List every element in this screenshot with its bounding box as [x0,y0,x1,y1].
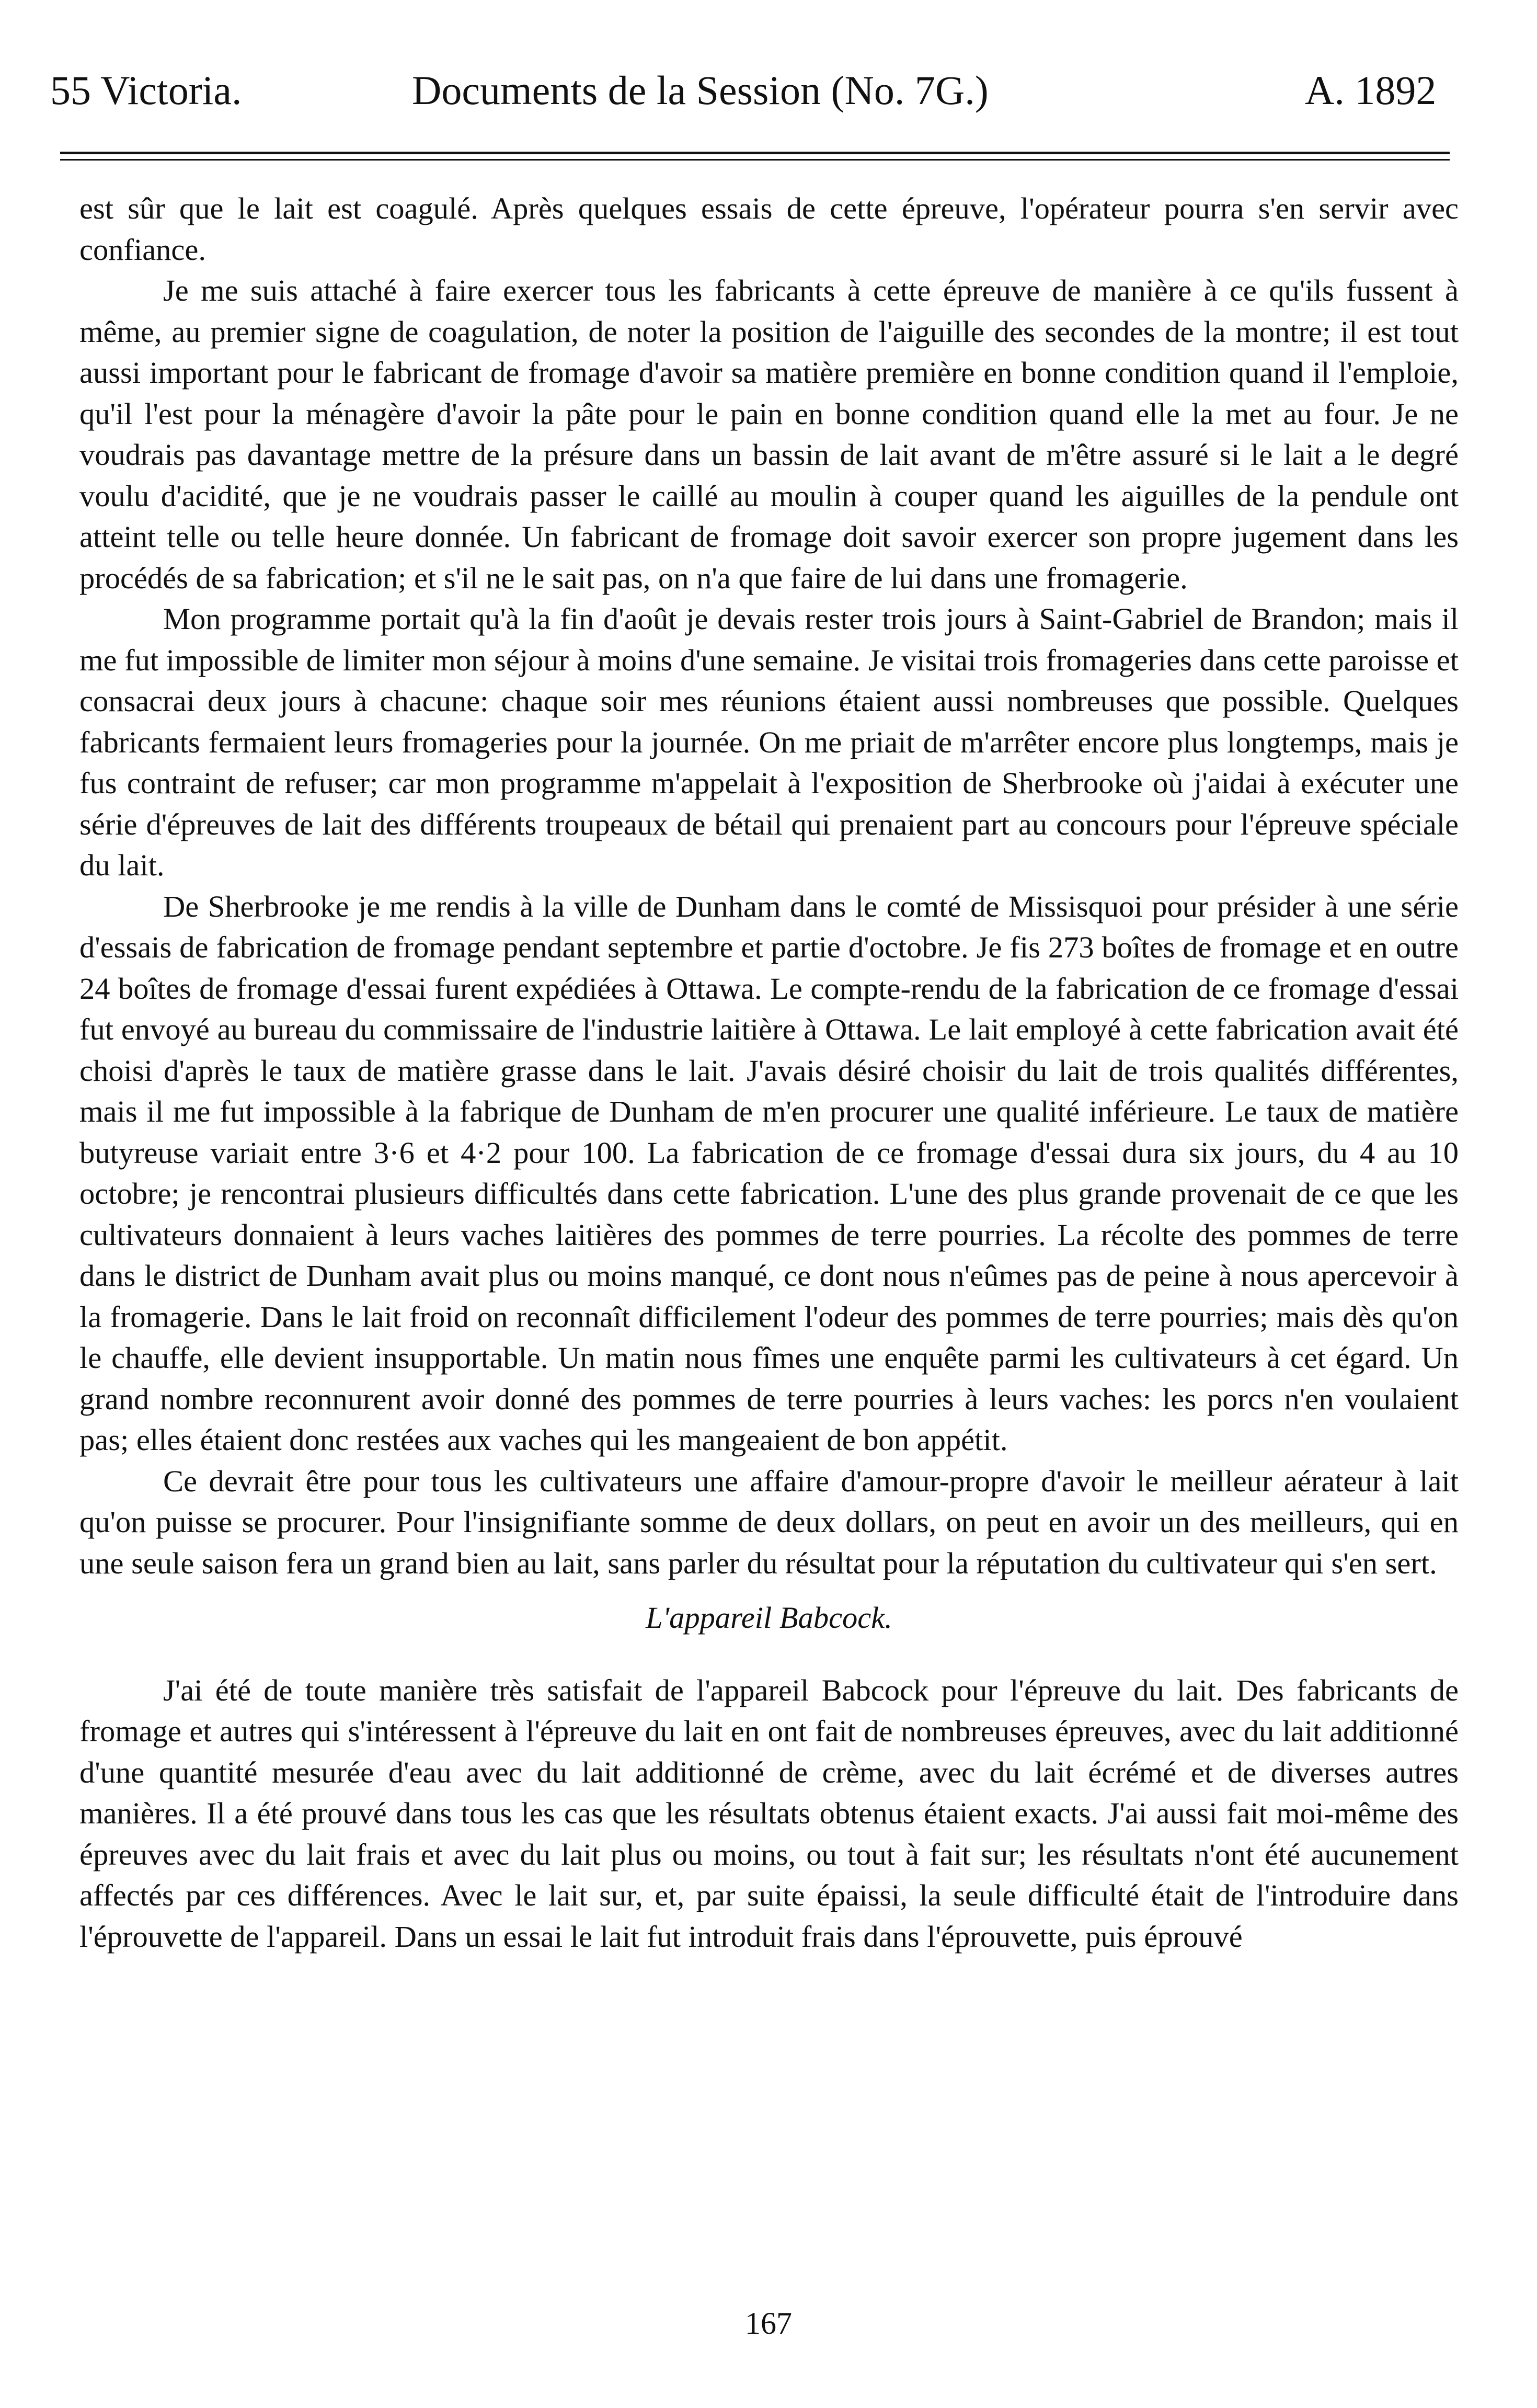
header-session: 55 Victoria. [50,67,242,113]
header-title: Documents de la Session (No. 7G.) [412,67,989,113]
paragraph-babcock: J'ai été de toute manière très satisfait de l'appareil Babcock pour l'épreuve du lait. Des fabricants de fromage et autres qui s'intéressent à l'épreuve du lait en ont fait de nombreuses épreuves, avec du lait additionné d'une quantité mesurée d'eau avec du lait additionné de crème, avec du lait écrémé et de diverses autres manières. Il a été prouvé dans tous les cas que les résultats obtenus étaient exacts. J'ai aussi fait moi-même des épreuves avec du lait frais et avec du lait plus ou moins, ou tout à fait sur; les résultats n'ont été aucunement affectés par ces différences. Avec le lait sur, et, par suite épaissi, la seule difficulté était de l'introduire dans l'éprouvette de l'appareil. Dans un essai le lait fut introduit frais dans l'éprouvette, puis éprouvé [79,1673,1459,1954]
paragraph-continuation: est sûr que le lait est coagulé. Après quelques essais de cette épreuve, l'opérateur pourra s'en servir avec confiance. [79,191,1459,267]
body-text [79,188,1459,1957]
header-rule-thin [60,159,1450,161]
running-header [0,62,1537,119]
paragraph-aerateur: Ce devrait être pour tous les cultivateurs une affaire d'amour-propre d'avoir le meilleur aérateur à lait qu'on puisse se procurer. Pour l'insignifiante somme de deux dollars, on peut en avoir un des meilleurs, qui en une seule saison fera un grand bien au lait, sans parler du résultat pour la réputation du cultivateur qui s'en sert. [79,1464,1459,1580]
header-year: A. 1892 [1305,67,1437,113]
paragraph-sherbrooke: De Sherbrooke je me rendis à la ville de Dunham dans le comté de Missisquoi pour présider à une série d'essais de fabrication de fromage pendant septembre et partie d'octobre. Je fis 273 boîtes de fromage et en outre 24 boîtes de fromage d'essai furent expédiées à Ottawa. Le compte-rendu de la fabrication de ce fromage d'essai fut envoyé au bureau du commissaire de l'industrie laitière à Ottawa. Le lait employé à cette fabrication avait été choisi d'après le taux de matière grasse dans le lait. J'avais désiré choisir du lait de trois qualités différentes, mais il me fut impossible à la fabrique de Dunham de m'en procurer une qualité inférieure. Le taux de matière butyreuse variait entre 3·6 et 4·2 pour 100. La fabrication de ce fromage d'essai dura six jours, du 4 au 10 octobre; je rencontrai plusieurs difficultés dans cette fabrication. L'une des plus grande provenait de ce que les cultivateurs donnaient à leurs vaches laitières des pommes de terre pourries. La récolte des pommes de terre dans le district de Dunham avait plus ou moins manqué, ce dont nous n'eûmes pas de peine à nous apercevoir à la fromagerie. Dans le lait froid on reconnaît difficilement l'odeur des pommes de terre pourries; mais dès qu'on le chauffe, elle devient insupportable. Un matin nous fîmes une enquête parmi les cultivateurs à cet égard. Un grand nombre reconnurent avoir donné des pommes de terre pourries à leurs vaches: les porcs n'en voulaient pas; elles étaient donc restées aux vaches qui les mangeaient de bon appétit. [79,889,1459,1457]
section-heading: L'appareil Babcock. [646,1601,892,1635]
header-rule-thick [60,152,1450,154]
page-number: 167 [745,2306,792,2341]
paragraph-programme: Mon programme portait qu'à la fin d'août je devais rester trois jours à Saint-Gabriel de Brandon; mais il me fut impossible de limiter mon séjour à moins d'une semaine. Je visitai trois fromageries dans cette paroisse et consacrai deux jours à chacune: chaque soir mes réunions étaient aussi nombreuses que possible. Quelques fabricants fermaient leurs fromageries pour la journée. On me priait de m'arrêter encore plus longtemps, mais je fus contraint de refuser; car mon programme m'appelait à l'exposition de Sherbrooke où j'aidai à exécuter une série d'épreuves de lait des différents troupeaux de bétail qui prenaient part au concours pour l'épreuve spéciale du lait. [79,602,1459,882]
paragraph-fabricants: Je me suis attaché à faire exercer tous les fabricants à cette épreuve de manière à ce qu'ils fussent à même, au premier signe de coagulation, de noter la position de l'aiguille des secondes de la montre; il est tout aussi important pour le fabricant de fromage d'avoir sa matière première en bonne condition quand il l'emploie, qu'il l'est pour la ménagère d'avoir la pâte pour le pain en bonne condition quand elle la met au four. Je ne voudrais pas davantage mettre de la présure dans un bassin de lait avant de m'être assuré si le lait a le degré voulu d'acidité, que je ne voudrais passer le caillé au moulin à couper quand les aiguilles de la pendule ont atteint telle ou telle heure donnée. Un fabricant de fromage doit savoir exercer son propre jugement dans les procédés de sa fabrication; et s'il ne le sait pas, on n'a que faire de lui dans une fromagerie. [79,273,1459,595]
